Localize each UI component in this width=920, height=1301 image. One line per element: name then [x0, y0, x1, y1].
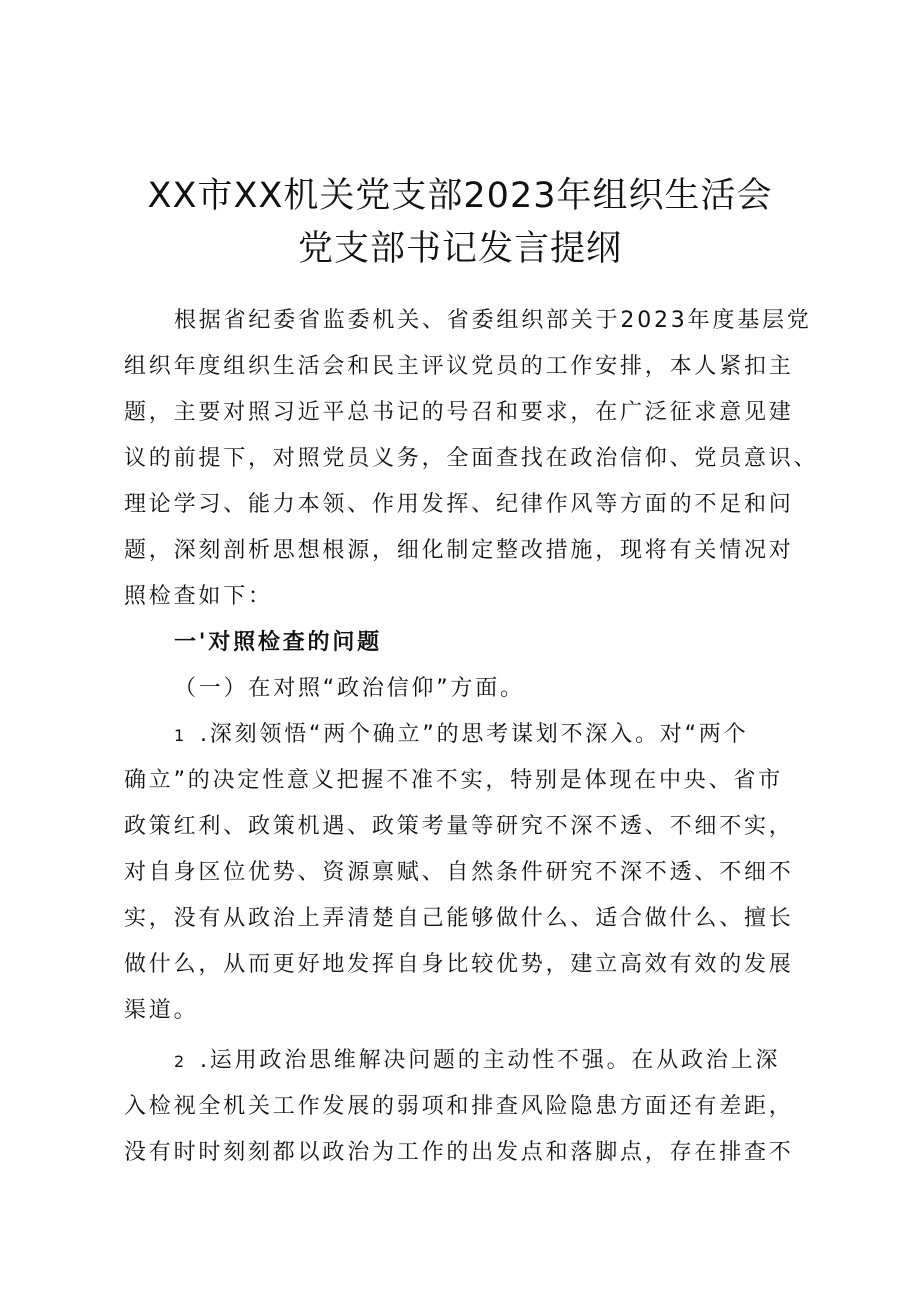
document-title-line-1: XX市XX机关党支部2023年组织生活会 — [147, 176, 773, 216]
document-title-line-2: 党支部书记发言提纲 — [297, 229, 622, 269]
section-heading: 一'对照检查的问题 — [174, 630, 382, 655]
item-line: 渠道。 — [124, 998, 199, 1023]
item-text: .运用政治思维解决问题的主动性不强。在从政治上深 — [200, 1048, 781, 1073]
intro-line: 照检查如下： — [124, 584, 273, 609]
subsection-heading: （一）在对照“政治信仰”方面。 — [174, 676, 525, 701]
item-text: .深刻领悟“两个确立”的思考谋划不深入。对“两个 — [200, 722, 749, 747]
item-line: 没有时时刻刻都以政治为工作的出发点和落脚点，存在排查不 — [124, 1140, 794, 1165]
list-item-first-line — [124, 1038, 804, 1084]
item-line: 政策红利、政策机遇、政策考量等研究不深不透、不细不实， — [124, 814, 794, 839]
intro-line: 组织年度组织生活会和民主评议党员的工作安排，本人紧扣主 — [124, 354, 794, 379]
document-body — [124, 298, 819, 1176]
item-number: 1 — [174, 726, 185, 745]
item-line: 入检视全机关工作发展的弱项和排查风险隐患方面还有差距， — [124, 1094, 794, 1119]
item-line: 确立”的决定性意义把握不准不实，特别是体现在中央、省市 — [124, 768, 783, 793]
intro-line: 议的前提下，对照党员义务，全面查找在政治信仰、党员意识、 — [124, 446, 819, 471]
list-item-first-line — [124, 712, 804, 758]
item-line: 做什么，从而更好地发挥自身比较优势，建立高效有效的发展 — [124, 952, 794, 977]
item-line: 对自身区位优势、资源禀赋、自然条件研究不深不透、不细不 — [124, 860, 794, 885]
intro-line: 题，深刻剖析思想根源，细化制定整改措施，现将有关情况对 — [124, 538, 794, 563]
intro-line: 题，主要对照习近平总书记的号召和要求，在广泛征求意见建 — [124, 400, 794, 425]
intro-line: 理论学习、能力本领、作用发挥、纪律作风等方面的不足和问 — [124, 492, 794, 517]
item-number: 2 — [174, 1052, 185, 1071]
intro-line: 根据省纪委省监委机关、省委组织部关于2023年度基层党 — [174, 308, 812, 333]
item-line: 实，没有从政治上弄清楚自己能够做什么、适合做什么、擅长 — [124, 906, 794, 931]
